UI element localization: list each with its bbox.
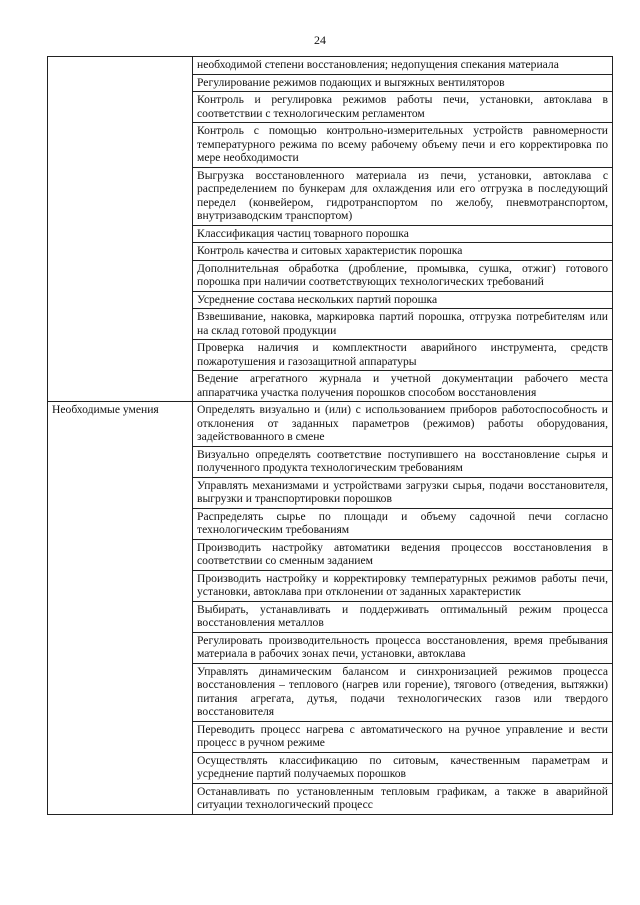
requirement-item: Производить настройку автоматики ведения процессов восстановления в соответствии со сменным заданием [193, 539, 613, 570]
requirement-item: Управлять динамическим балансом и синхронизацией режимов процесса восстановления – теплового (нагрев или горение), тягового (отведения, вытяжки) питания агрегата, дутья, подачи технологических газов или твердого восстановителя [193, 663, 613, 721]
requirement-item: Контроль и регулировка режимов работы печи, установки, автоклава в соответствии с технологическим регламентом [193, 92, 613, 123]
requirement-item: Переводить процесс нагрева с автоматического на ручное управление и вести процесс в ручном режиме [193, 721, 613, 752]
requirement-item: Управлять механизмами и устройствами загрузки сырья, подачи восстановителя, выгрузки и транспортировки порошков [193, 477, 613, 508]
table-row [48, 402, 613, 447]
requirement-item: Ведение агрегатного журнала и учетной документации рабочего места аппаратчика участка получения порошков способом восстановления [193, 371, 613, 402]
requirement-item: Определять визуально и (или) с использованием приборов работоспособность и отклонения от заданных параметров (режимов) работы оборудования, задействованного в смене [193, 402, 613, 447]
requirement-item: Регулирование режимов подающих и выгяжных вентиляторов [193, 74, 613, 92]
requirement-item: Контроль качества и ситовых характеристик порошка [193, 243, 613, 261]
requirement-item: Выгрузка восстановленного материала из печи, установки, автоклава с распределением по бункерам для охлаждения или его отгрузка в последующий передел (конвейером, гидротранспортом по желобу, пневмотранспортом, внутризаводским транспортом) [193, 167, 613, 225]
requirement-item: Производить настройку и корректировку температурных режимов работы печи, установки, автоклава при отклонении от заданных характеристик [193, 570, 613, 601]
requirement-item: Классификация частиц товарного порошка [193, 225, 613, 243]
requirement-item: Проверка наличия и комплектности аварийного инструмента, средств пожаротушения и газозащитной аппаратуры [193, 340, 613, 371]
requirement-item: Выбирать, устанавливать и поддерживать оптимальный режим процесса восстановления металлов [193, 601, 613, 632]
requirement-item: Дополнительная обработка (дробление, промывка, сушка, отжиг) готового порошка при наличии соответствующих технологических требований [193, 260, 613, 291]
section-label: Необходимые умения [48, 402, 193, 815]
requirement-item: Распределять сырье по площади и объему садочной печи согласно технологическим требованиям [193, 508, 613, 539]
requirement-item: Визуально определять соответствие поступившего на восстановление сырья и полученного продукта технологическим требованиям [193, 446, 613, 477]
requirement-item: Усреднение состава нескольких партий порошка [193, 291, 613, 309]
requirements-table [47, 56, 613, 815]
requirement-item: Осуществлять классификацию по ситовым, качественным параметрам и усреднение партий получаемых порошков [193, 752, 613, 783]
requirement-item: Взвешивание, наковка, маркировка партий порошка, отгрузка потребителям или на склад готовой продукции [193, 309, 613, 340]
requirement-item: Останавливать по установленным тепловым графикам, а также в аварийной ситуации технологический процесс [193, 783, 613, 814]
table-row [48, 57, 613, 75]
requirement-item: Контроль с помощью контрольно-измерительных устройств равномерности температурного режима по всему рабочему объему печи и его корректировка по мере необходимости [193, 123, 613, 168]
requirement-item: необходимой степени восстановления; недопущения спекания материала [193, 57, 613, 75]
requirement-item: Регулировать производительность процесса восстановления, время пребывания материала в рабочих зонах печи, установки, автоклава [193, 632, 613, 663]
page-number: 24 [314, 33, 326, 47]
section-label [48, 57, 193, 402]
requirements-table-body [48, 57, 613, 815]
